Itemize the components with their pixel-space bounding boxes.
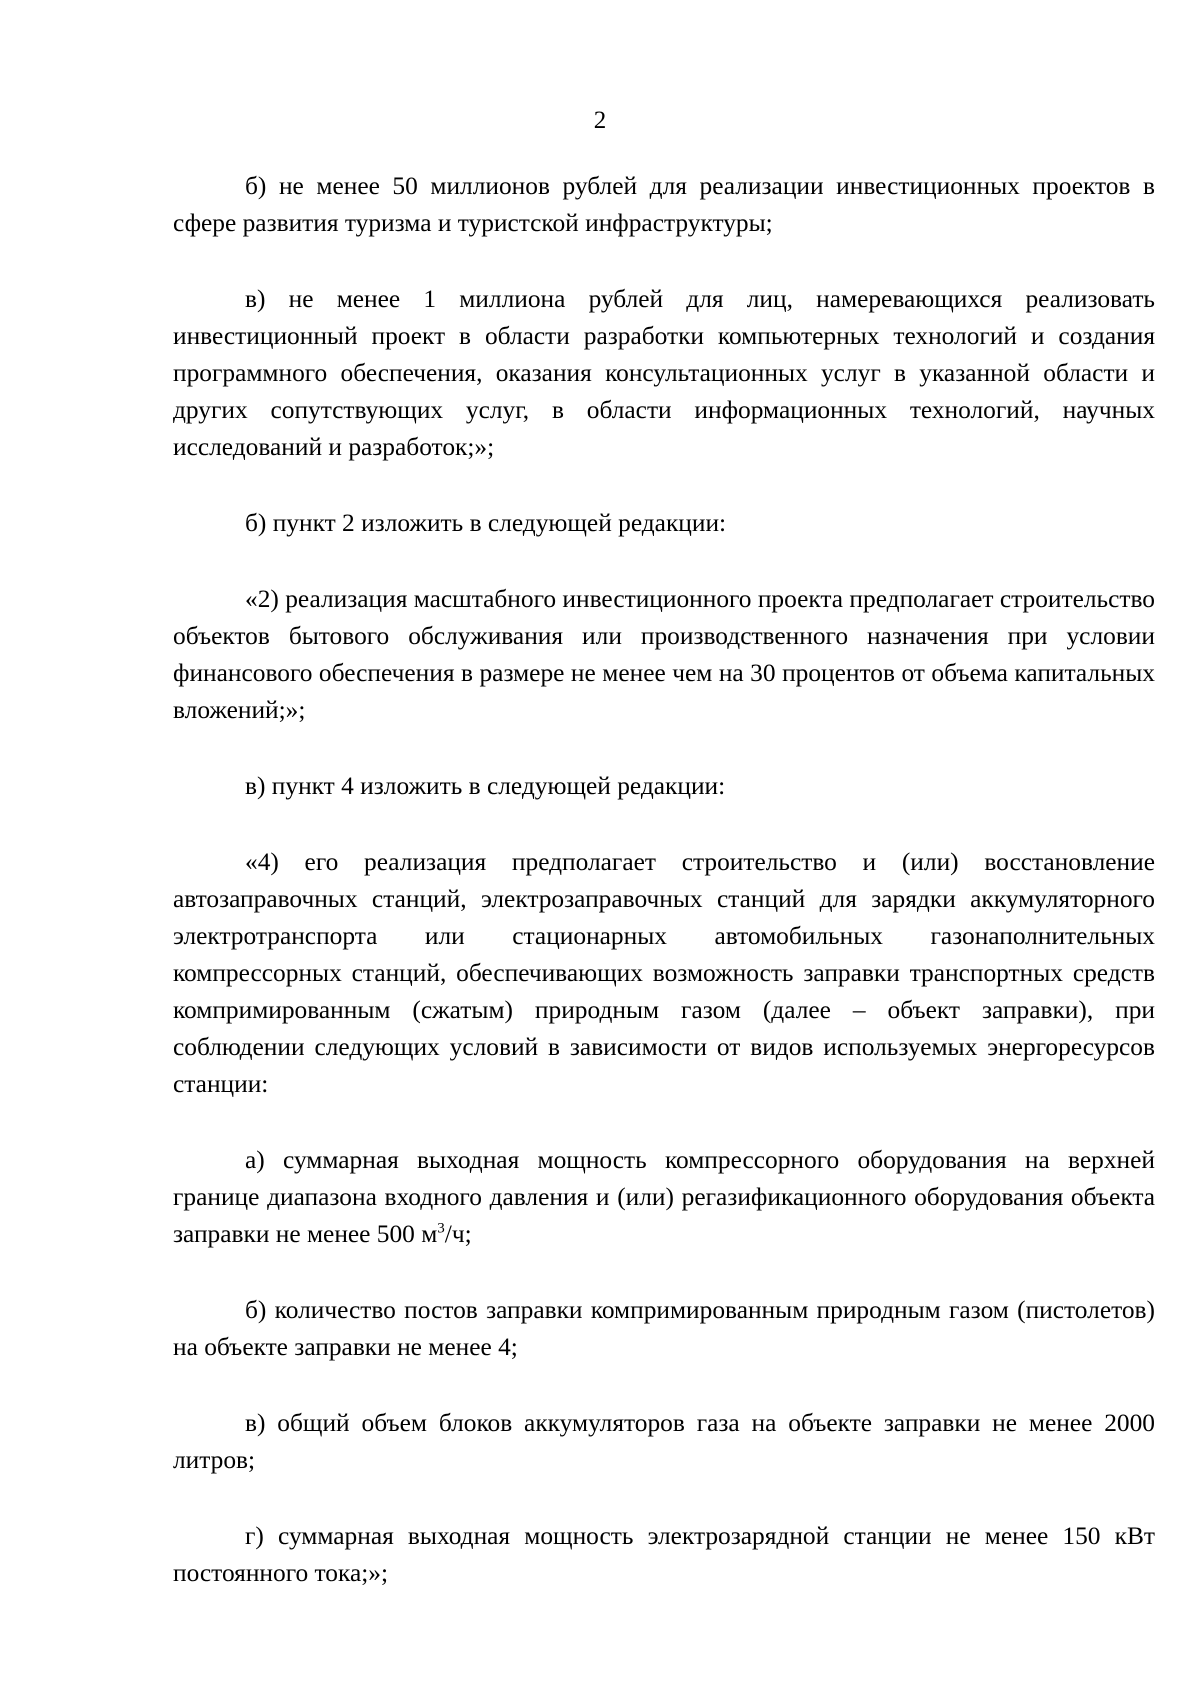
unit-superscript: 3 [437,1220,445,1237]
condition-a-text: а) суммарная выходная мощность компрессорного оборудования на верхней границе диапазона входного давления и (или) регазификационного оборудования объекта заправки не менее 500 м [173,1146,1155,1248]
paragraph-tourism-investment: б) не менее 50 миллионов рублей для реализации инвестиционных проектов в сфере развития туризма и туристской инфраструктуры; [173,172,1155,237]
paragraph-amend-item-2: б) пункт 2 изложить в следующей редакции: [245,509,727,537]
paragraph-it-investment: в) не менее 1 миллиона рублей для лиц, намеревающихся реализовать инвестиционный проект в области разработки компьютерных технологий и создания программного обеспечения, оказания консультационных услуг в указанной области и других сопутствующих услуг, в области информационных технологий, научных исследований и разработок;»; [173,285,1155,461]
paragraph-amend-item-4: в) пункт 4 изложить в следующей редакции: [245,772,726,800]
condition-a-unit-tail: /ч; [444,1220,472,1248]
paragraph-condition-a [173,1142,1155,1253]
page-number: 2 [593,107,607,134]
paragraph-condition-d: г) суммарная выходная мощность электрозарядной станции не менее 150 кВт постоянного тока;»; [173,1522,1155,1587]
paragraph-condition-b: б) количество постов заправки компримированным природным газом (пистолетов) на объекте заправки не менее 4; [173,1296,1155,1361]
document-body [173,168,1155,1592]
paragraph-item-4-text: «4) его реализация предполагает строительство и (или) восстановление автозаправочных станций, электрозаправочных станций для зарядки аккумуляторного электротранспорта или стационарных автомобильных газонаполнительных компрессорных станций, обеспечивающих возможность заправки транспортных средств компримированным (сжатым) природным газом (далее – объект заправки), при соблюдении следующих условий в зависимости от видов используемых энергоресурсов станции: [173,848,1155,1098]
paragraph-condition-c: в) общий объем блоков аккумуляторов газа на объекте заправки не менее 2000 литров; [173,1409,1155,1474]
paragraph-item-2-text: «2) реализация масштабного инвестиционного проекта предполагает строительство объектов бытового обслуживания или производственного назначения при условии финансового обеспечения в размере не менее чем на 30 процентов от объема капитальных вложений;»; [173,585,1155,724]
